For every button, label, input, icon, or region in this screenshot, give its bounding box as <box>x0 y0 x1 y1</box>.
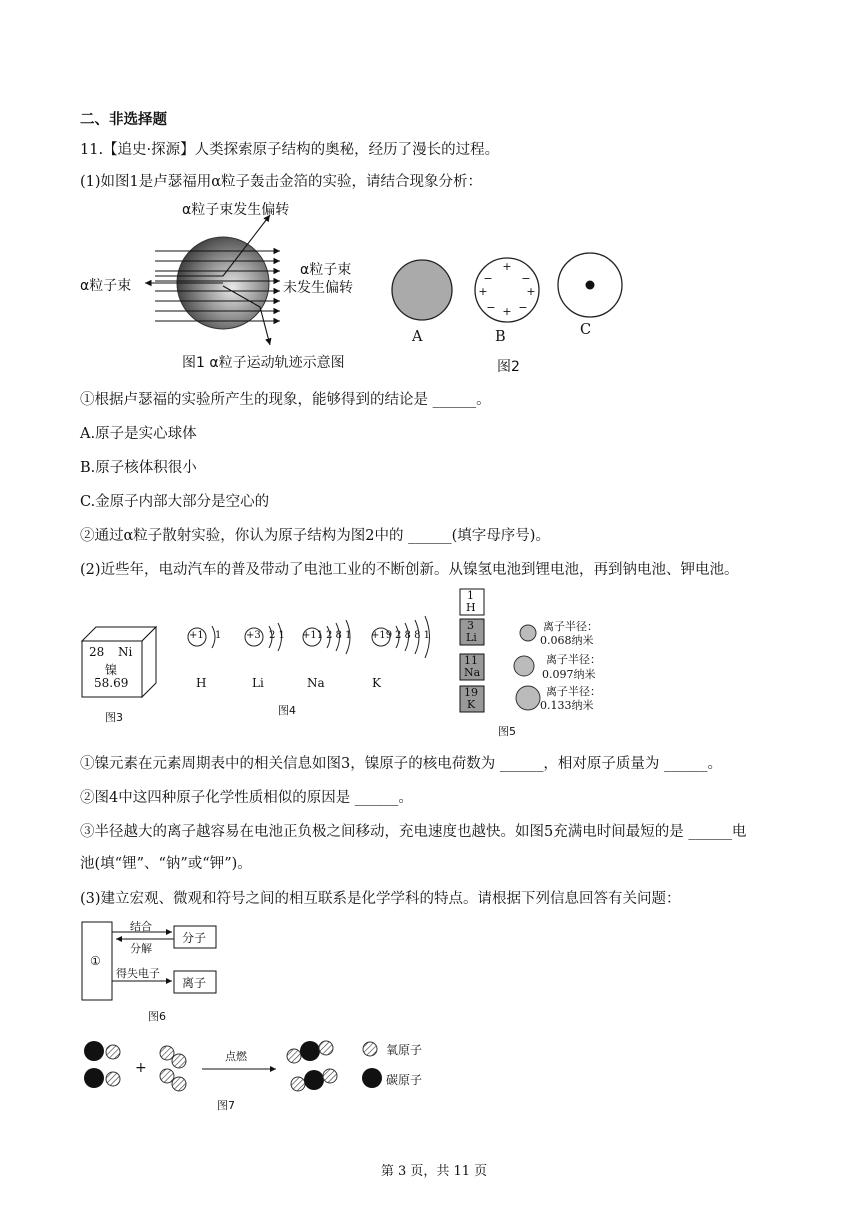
legend-carbon: 碳原子 <box>386 1073 423 1087</box>
h-nucleus: +1 <box>189 630 204 641</box>
na-nucleus: +11 <box>302 630 324 641</box>
figure-4-caption: 图4 <box>278 704 296 717</box>
na-box-number: 11 <box>464 654 478 667</box>
nickel-mass: 58.69 <box>94 676 129 690</box>
figure-7 <box>80 1036 440 1116</box>
na-box-symbol: Na <box>464 666 481 679</box>
sub-question-3: ①镍元素在元素周期表中的相关信息如图3，镍原子的核电荷数为 ______，相对原子质量为 ______。 <box>80 756 722 772</box>
label-undeflected-2: 未发生偏转 <box>283 280 353 296</box>
svg-text:−: − <box>518 301 528 314</box>
concept-relation-diagram <box>80 918 230 1008</box>
na-shells: 2 8 1 <box>326 630 352 641</box>
label-combine: 结合 <box>130 920 152 933</box>
reaction-condition: 点燃 <box>225 1050 247 1063</box>
label-deflected: α粒子束发生偏转 <box>182 202 290 218</box>
li-box-number: 3 <box>467 619 474 632</box>
h-box-symbol: H <box>466 601 476 614</box>
na-radius-label: 离子半径： <box>546 653 601 666</box>
li-radius-label: 离子半径： <box>543 620 598 633</box>
li-label: Li <box>252 676 264 690</box>
nickel-name: 镍 <box>105 663 118 677</box>
figure-3 <box>80 625 160 725</box>
model-a-label: A <box>412 329 423 345</box>
question-intro: 11.【追史·探源】人类探索原子结构的奥秘，经历了漫长的过程。 <box>80 142 500 158</box>
figure-1 <box>80 195 380 375</box>
svg-text:+: + <box>478 285 488 298</box>
svg-text:−: − <box>483 272 493 285</box>
svg-text:+: + <box>135 1060 147 1076</box>
label-undeflected-1: α粒子束 <box>300 262 352 278</box>
svg-text:+: + <box>502 305 512 318</box>
model-b-label: B <box>495 329 506 345</box>
section-title: 二、非选择题 <box>80 111 167 128</box>
li-nucleus: +3 <box>246 630 261 641</box>
option-c: C.金原子内部大部分是空心的 <box>80 494 270 510</box>
figure-2 <box>385 245 635 375</box>
k-box-symbol: K <box>467 698 476 711</box>
svg-text:+: + <box>526 285 536 298</box>
k-radius-label: 离子半径： <box>546 685 601 698</box>
figure-3-caption: 图3 <box>105 711 123 724</box>
li-shells: 2 1 <box>269 630 285 641</box>
label-gain-lose-electrons: 得失电子 <box>116 967 160 980</box>
h-label: H <box>196 676 207 690</box>
blank-circle-1: ① <box>90 954 101 968</box>
figure-1-caption: 图1 α粒子运动轨迹示意图 <box>182 355 345 371</box>
h-box-number: 1 <box>467 589 474 602</box>
svg-text:+: + <box>502 260 512 273</box>
k-nucleus: +19 <box>371 630 393 641</box>
sub-question-1: ①根据卢瑟福的实验所产生的现象，能够得到的结论是 ______。 <box>80 392 491 408</box>
na-label: Na <box>307 676 325 690</box>
model-c-label: C <box>580 322 592 338</box>
svg-text:−: − <box>486 301 496 314</box>
sub-question-2: ②通过α粒子散射实验，你认为原子结构为图2中的 ______(填字母序号)。 <box>80 528 550 544</box>
figure-5-caption: 图5 <box>498 725 516 738</box>
box-ion: 离子 <box>182 976 207 990</box>
nickel-symbol: Ni <box>118 645 133 659</box>
page-footer: 第 3 页，共 11 页 <box>380 1164 488 1179</box>
part3-intro: (3)建立宏观、微观和符号之间的相互联系是化学学科的特点。请根据下列信息回答有关问题： <box>80 891 681 907</box>
li-radius-value: 0.068纳米 <box>540 634 594 647</box>
atom-models <box>385 245 635 345</box>
k-radius-value: 0.133纳米 <box>540 699 594 712</box>
part2-intro: (2)近些年，电动汽车的普及带动了电池工业的不断创新。从镍氢电池到锂电池，再到钠电池、钾电池。 <box>80 562 739 578</box>
svg-text:−: − <box>521 272 531 285</box>
sub-question-4: ②图4中这四种原子化学性质相似的原因是 ______。 <box>80 790 413 806</box>
legend-oxygen: 氧原子 <box>386 1043 423 1057</box>
figure-2-caption: 图2 <box>497 359 520 375</box>
sub-question-5-line-1: ③半径越大的离子越容易在电池正负极之间移动，充电速度也越快。如图5充满电时间最短的是 ______电 <box>80 824 747 840</box>
na-radius-value: 0.097纳米 <box>542 668 596 681</box>
k-label: K <box>372 676 381 690</box>
nickel-number: 28 <box>89 645 105 659</box>
figure-4 <box>180 590 445 720</box>
option-a: A.原子是实心球体 <box>80 426 197 442</box>
figure-7-caption: 图7 <box>217 1099 235 1112</box>
label-decompose: 分解 <box>130 942 152 955</box>
box-molecule: 分子 <box>182 931 207 945</box>
part1-intro: (1)如图1是卢瑟福用α粒子轰击金箔的实验，请结合现象分析： <box>80 174 483 190</box>
h-shells: 1 <box>215 630 222 641</box>
k-shells: 2 8 8 1 <box>395 630 430 641</box>
option-b: B.原子核体积很小 <box>80 460 197 476</box>
figure-5 <box>458 587 638 742</box>
li-box-symbol: Li <box>466 631 477 644</box>
figure-6 <box>80 918 230 1028</box>
sub-question-5-line-2: 池(填“锂”、“钠”或“钾”)。 <box>80 856 252 872</box>
figure-6-caption: 图6 <box>148 1010 166 1023</box>
label-incoming: α粒子束 <box>80 278 132 294</box>
k-box-number: 19 <box>464 686 478 699</box>
